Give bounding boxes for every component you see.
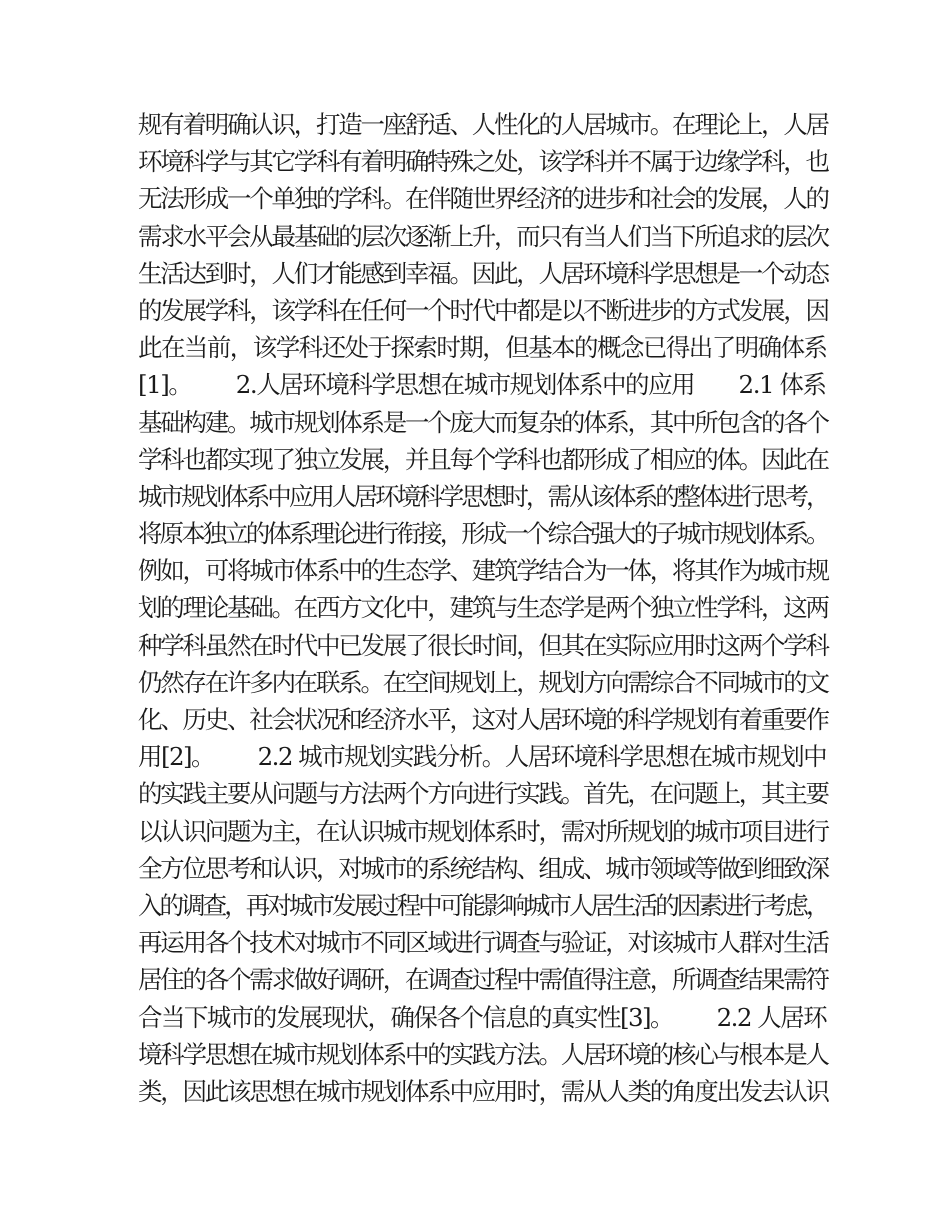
text-line: 再运用各个技术对城市不同区域进行调查与验证，对该城市人群对生活 — [138, 928, 828, 958]
text-line: 类，因此该思想在城市规划体系中应用时，需从人类的角度出发去认识 — [138, 1076, 828, 1106]
text-line: 境科学思想在城市规划体系中的实践方法。人居环境的核心与根本是人 — [138, 1039, 828, 1069]
text-line: 仍然存在许多内在联系。在空间规划上，规划方向需综合不同城市的文 — [138, 667, 828, 697]
text-line: 生活达到时，人们才能感到幸福。因此，人居环境科学思想是一个动态 — [138, 258, 828, 288]
text-line: 此在当前，该学科还处于探索时期，但基本的概念已得出了明确体系 — [138, 333, 827, 363]
text-line: 全方位思考和认识，对城市的系统结构、组成、城市领域等做到细致深 — [138, 853, 828, 883]
text-line: 划的理论基础。在西方文化中，建筑与生态学是两个独立性学科，这两 — [138, 593, 828, 623]
text-line: 合当下城市的发展现状，确保各个信息的真实性[3]。 2.2 人居环 — [138, 1002, 827, 1032]
text-line: 入的调查，再对城市发展过程中可能影响城市人居生活的因素进行考虑， — [138, 890, 828, 920]
text-line: 以认识问题为主，在认识城市规划体系时，需对所规划的城市项目进行 — [138, 816, 828, 846]
text-line: 无法形成一个单独的学科。在伴随世界经济的进步和社会的发展，人的 — [138, 184, 828, 214]
text-line: 规有着明确认识，打造一座舒适、人性化的人居城市。在理论上，人居 — [138, 110, 828, 139]
text-line: 例如，可将城市体系中的生态学、建筑学结合为一体，将其作为城市规 — [138, 556, 828, 586]
text-line: 需求水平会从最基础的层次逐渐上升，而只有当人们当下所追求的层次 — [138, 221, 828, 251]
text-line: 的实践主要从问题与方法两个方向进行实践。首先，在问题上，其主要 — [138, 779, 828, 809]
text-line: 居住的各个需求做好调研，在调查过程中需值得注意，所调查结果需符 — [138, 965, 828, 995]
text-line: 城市规划体系中应用人居环境科学思想时，需从该体系的整体进行思考， — [138, 481, 828, 511]
text-line: 化、历史、社会状况和经济水平，这对人居环境的科学规划有着重要作 — [138, 705, 828, 734]
text-line: 的发展学科，该学科在任何一个时代中都是以不断进步的方式发展，因 — [138, 295, 828, 325]
text-line: [1]。 2.人居环境科学思想在城市规划体系中的应用 2.1 体系 — [138, 370, 826, 400]
text-line: 种学科虽然在时代中已发展了很长时间，但其在实际应用时这两个学科 — [138, 630, 828, 660]
text-line: 学科也都实现了独立发展，并且每个学科也都形成了相应的体。因此在 — [138, 444, 828, 474]
text-line: 环境科学与其它学科有着明确特殊之处，该学科并不属于边缘学科，也 — [138, 147, 828, 177]
text-line: 基础构建。城市规划体系是一个庞大而复杂的体系，其中所包含的各个 — [138, 407, 828, 437]
body-text — [138, 106, 828, 1110]
text-line: 用[2]。 2.2 城市规划实践分析。人居环境科学思想在城市规划中 — [138, 742, 827, 772]
text-line: 将原本独立的体系理论进行衔接，形成一个综合强大的子城市规划体系。 — [138, 519, 828, 549]
